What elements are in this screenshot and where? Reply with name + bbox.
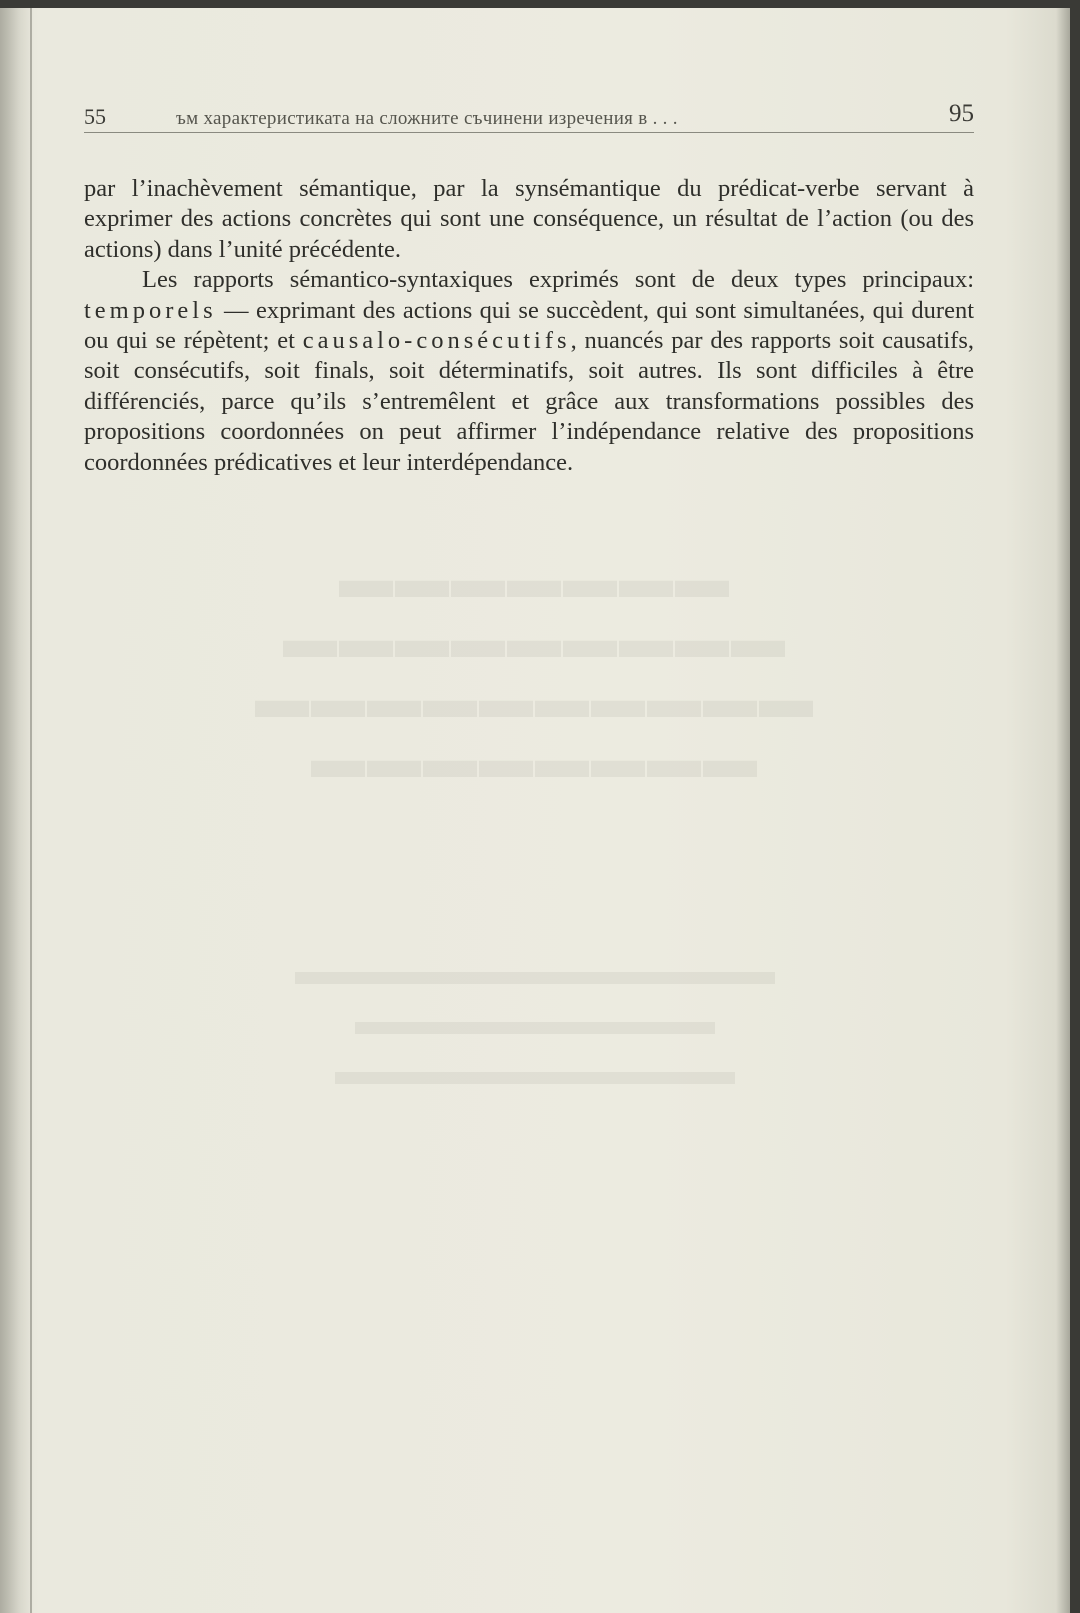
book-page	[0, 8, 1070, 1613]
term-temporels: temporels	[84, 296, 217, 324]
bleed-through-block: ▬▬▬▬▬▬▬▬▬	[355, 998, 715, 1043]
page-number: 95	[949, 100, 974, 127]
paragraph-1: par l’inachèvement sémantique, par la synsémantique du prédicat-verbe servant à exprimer des actions concrètes qui sont une conséquence, un résultat de l’action (ou des actions) dans l’unité précédente.	[84, 175, 974, 263]
spine-line	[30, 8, 32, 1613]
bleed-through-block: ▬▬▬▬▬▬▬	[339, 549, 731, 609]
bleed-through-block: ▬▬▬▬▬▬▬▬▬▬	[335, 1048, 735, 1093]
body-text	[84, 174, 974, 478]
term-causalo-consecutifs: causalo-consécutifs	[302, 327, 571, 355]
running-header	[84, 98, 974, 133]
paragraph-2-middle: — exprimant des actions qui se succèdent, qui sont simultanées, qui durent ou qui se répètent; et	[84, 296, 974, 355]
spine-shadow	[0, 8, 34, 1613]
paragraph-2	[84, 265, 974, 478]
running-title: ъм характеристиката на сложните съчинени изречения в . . .	[176, 108, 678, 129]
bleed-through-block: ▬▬▬▬▬▬▬▬▬▬	[255, 669, 815, 729]
paragraph-2-intro: Les rapports sémantico-syntaxiques exprimés sont de deux types principaux:	[142, 266, 974, 294]
page-edge	[1056, 8, 1070, 1613]
paragraph-2-rest: , nuancés par des rapports soit causatifs, soit consécutifs, soit finals, soit déterminatifs, soit autres. Ils sont difficiles à être différenciés, parce qu’ils s’entremêlent et grâce aux transformations possibles des propositions coordonnées on peut affirmer l’indépendance relative des propositions coordonnées prédicatives et leur interdépendance.	[84, 327, 974, 476]
header-left-number: 55	[84, 104, 106, 129]
bleed-through-block: ▬▬▬▬▬▬▬▬▬	[283, 609, 787, 669]
bleed-through-block: ▬▬▬▬▬▬▬▬▬▬▬▬	[295, 948, 775, 993]
bleed-through-block: ▬▬▬▬▬▬▬▬	[311, 729, 759, 789]
